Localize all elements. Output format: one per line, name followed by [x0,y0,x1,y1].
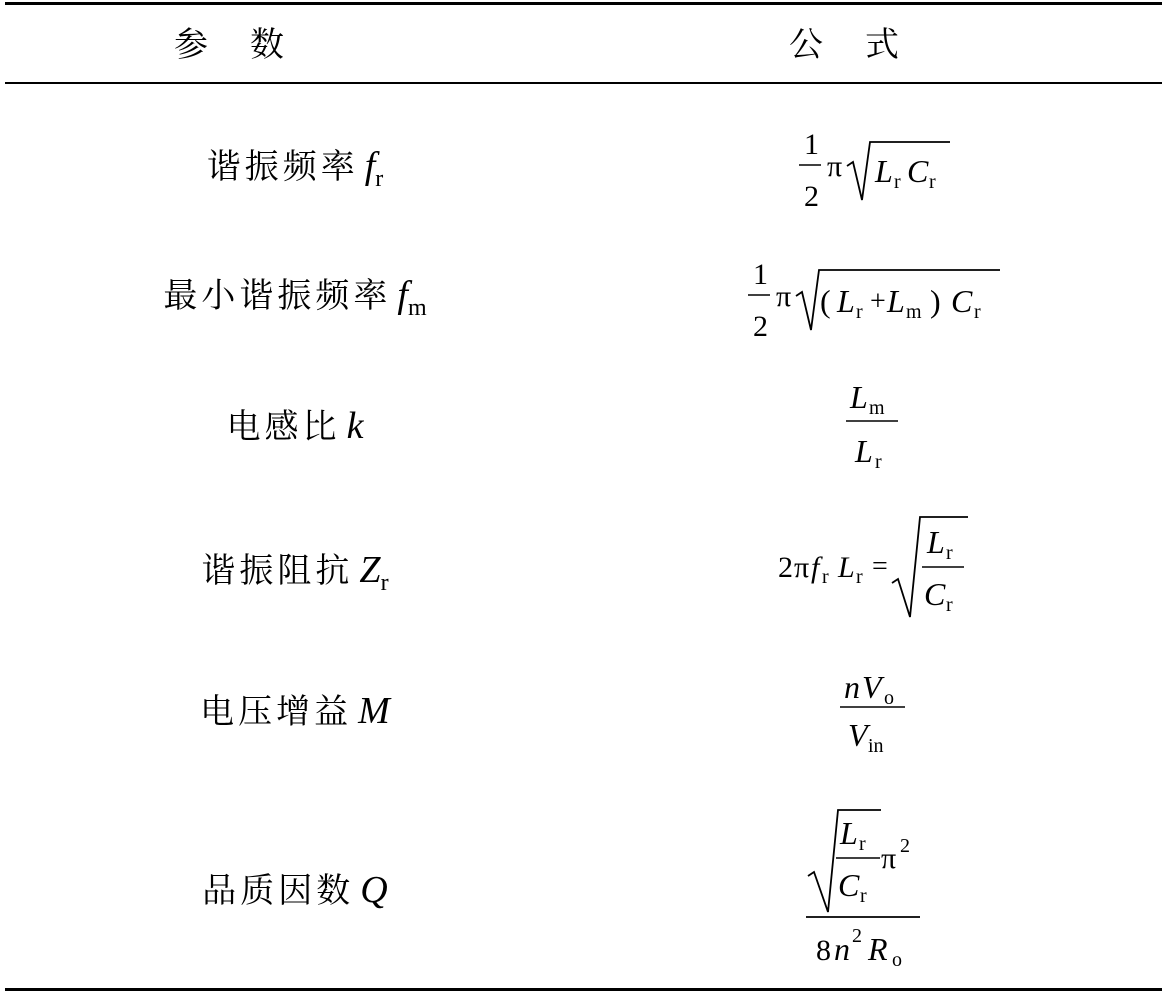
formula-quality-factor [600,800,1130,971]
formula-symbol: C [907,153,929,189]
formula-symbol: m [869,397,885,419]
formula-symbol: m [906,301,922,323]
table-bottom-rule [5,988,1162,991]
formula-symbol: r [856,566,863,588]
formula-symbol: R [868,931,888,967]
param-min-resonant-frequency [100,273,490,330]
param-subscript: r [380,570,389,596]
formula-min-resonant-frequency [600,250,1130,370]
formula-symbol: + [870,286,886,317]
param-resonant-frequency [100,144,490,201]
formula-symbol: ) [930,283,941,319]
param-symbol: f [397,274,408,316]
param-subscript: r [375,166,384,192]
formula-symbol: 2 [804,180,819,213]
formula-symbol: r [860,885,867,907]
formula-symbol: L [850,380,868,415]
formula-symbol: in [868,735,884,757]
param-inductance-ratio [100,404,490,461]
param-name: 谐振阻抗 [201,551,354,591]
param-quality-factor [100,868,490,925]
formula-symbol: r [946,594,953,616]
param-name: 电压增益 [200,692,353,732]
formula-symbol: ( [820,283,831,319]
formula-symbol: 1 [753,258,768,291]
formula-symbol: r [894,171,901,193]
param-name: 品质因数 [202,871,355,911]
formula-symbol: r [856,301,863,323]
formula-symbol: L [855,433,873,469]
formula-voltage-gain [600,660,1130,780]
formula-symbol: L [837,283,855,319]
table-header-rule [5,82,1162,84]
formula-symbol: 1 [804,128,819,161]
formula-resonant-impedance [600,505,1130,625]
formula-inductance-ratio [600,380,1130,500]
formula-symbol: L [927,524,945,560]
formula-symbol: π [881,842,897,875]
param-name: 谐振频率 [206,147,359,187]
formula-symbol: r [929,171,936,193]
param-voltage-gain [100,689,490,746]
formula-symbol: 2 [900,835,910,857]
formula-symbol: 2 [753,310,768,343]
formula-symbol: f [811,551,820,584]
param-symbol: Z [359,549,381,591]
formula-symbol: r [946,542,953,564]
param-name: 电感比 [226,407,341,447]
header-parameter: 参数 [174,25,326,65]
formula-symbol: 8 [816,934,831,967]
formula-symbol: n [844,669,860,705]
formula-symbol: L [838,551,855,584]
formula-symbol: n [834,931,850,967]
param-subscript: m [407,295,427,321]
table-top-rule [5,2,1162,5]
formula-symbol: = [872,551,888,582]
formula-symbol: π [776,280,792,313]
formula-symbol: o [884,687,894,709]
param-symbol: f [364,145,376,187]
formula-symbol: V [862,669,882,705]
formula-symbol: L [840,815,858,851]
formula-symbol: C [924,576,946,612]
param-symbol: M [358,690,390,732]
formula-symbol: L [887,283,905,319]
formula-symbol: 2 [852,925,862,947]
formula-symbol: C [838,867,860,903]
formula-symbol: r [859,833,866,855]
header-formula: 公式 [789,25,941,65]
param-symbol: Q [360,869,388,911]
formula-symbol: 2 [778,551,793,584]
formula-symbol: o [892,949,902,971]
formula-symbol: r [875,451,882,473]
formula-symbol: r [822,566,829,588]
formula-symbol: V [848,717,868,753]
formula-resonant-frequency [600,120,1130,240]
formula-symbol: C [951,283,973,319]
formula-symbol: L [875,153,893,189]
param-name: 最小谐振频率 [163,276,392,316]
param-symbol: k [346,405,364,447]
formula-symbol: r [974,301,981,323]
param-resonant-impedance [100,548,490,605]
formula-symbol: π [794,551,810,584]
formula-symbol: π [827,150,843,183]
